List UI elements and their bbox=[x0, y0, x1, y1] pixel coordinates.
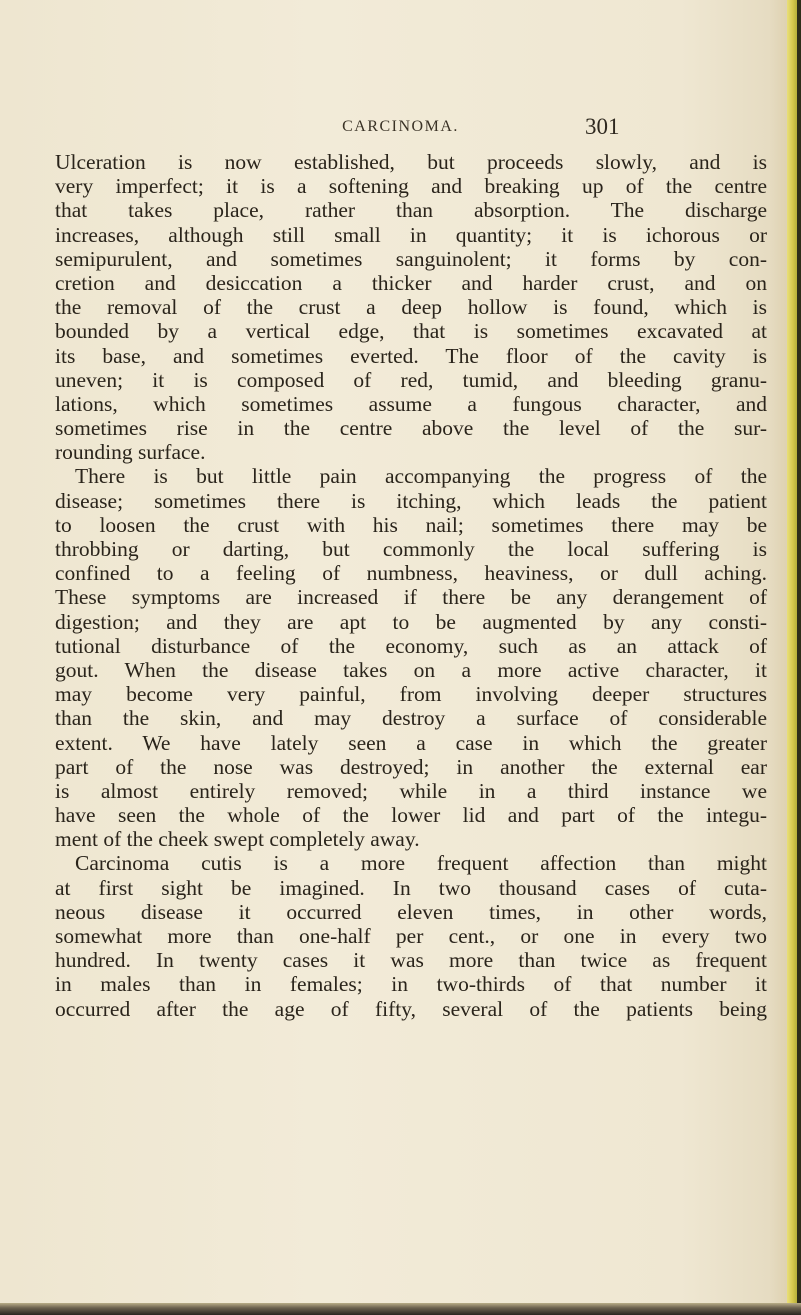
text-line: is almost entirely removed; while in a third instance we bbox=[55, 778, 767, 803]
text-line: bounded by a vertical edge, that is sometimes excavated at bbox=[55, 319, 767, 344]
text-line: extent. We have lately seen a case in which the greater bbox=[55, 730, 767, 755]
text-line: ment of the cheek swept completely away. bbox=[55, 827, 420, 852]
text-line: Ulceration is now established, but proceeds slowly, and is bbox=[55, 150, 767, 174]
text-line: cretion and desiccation a thicker and harder crust, and on bbox=[55, 270, 767, 295]
text-line: confined to a feeling of numbness, heaviness, or dull aching. bbox=[55, 561, 767, 586]
text-line: semipurulent, and sometimes sanguinolent; it forms by con- bbox=[55, 246, 767, 271]
text-line: There is but little pain accompanying the progress of the bbox=[75, 464, 767, 489]
text-line: occurred after the age of fifty, several of the patients being bbox=[55, 996, 767, 1021]
page-header bbox=[0, 114, 801, 144]
text-line: Carcinoma cutis is a more frequent affection than might bbox=[75, 851, 767, 876]
text-line: hundred. In twenty cases it was more than twice as frequent bbox=[55, 948, 767, 973]
text-line: disease; sometimes there is itching, which leads the patient bbox=[55, 488, 767, 513]
text-line: gout. When the disease takes on a more active character, it bbox=[55, 657, 767, 682]
text-line: neous disease it occurred eleven times, in other words, bbox=[55, 899, 767, 924]
text-line: These symptoms are increased if there be any derangement of bbox=[55, 585, 767, 610]
text-line: in males than in females; in two-thirds of that number it bbox=[55, 972, 767, 997]
text-line: at first sight be imagined. In two thousand cases of cuta- bbox=[55, 875, 767, 900]
text-line: the removal of the crust a deep hollow is found, which is bbox=[55, 295, 767, 320]
page-number: 301 bbox=[585, 114, 620, 139]
text-line: sometimes rise in the centre above the level of the sur- bbox=[55, 416, 767, 441]
running-title: CARCINOMA. bbox=[342, 118, 459, 135]
page-bottom-edge bbox=[0, 1303, 801, 1315]
text-line: its base, and sometimes everted. The floor of the cavity is bbox=[55, 343, 767, 368]
text-line: part of the nose was destroyed; in another the external ear bbox=[55, 754, 767, 779]
text-line: may become very painful, from involving deeper structures bbox=[55, 682, 767, 707]
text-line: increases, although still small in quantity; it is ichorous or bbox=[55, 222, 767, 247]
page-edge-shadow bbox=[797, 0, 801, 1315]
text-line: somewhat more than one-half per cent., or one in every two bbox=[55, 924, 767, 948]
text-line: that takes place, rather than absorption. The discharge bbox=[55, 198, 767, 223]
text-line: tutional disturbance of the economy, such as an attack of bbox=[55, 633, 767, 658]
text-line: to loosen the crust with his nail; sometimes there may be bbox=[55, 512, 767, 537]
body-text bbox=[55, 150, 767, 1021]
text-line: lations, which sometimes assume a fungous character, and bbox=[55, 391, 767, 416]
text-line: very imperfect; it is a softening and breaking up of the centre bbox=[55, 174, 767, 199]
text-line: uneven; it is composed of red, tumid, and bleeding granu- bbox=[55, 367, 767, 392]
text-line: digestion; and they are apt to be augmented by any consti- bbox=[55, 609, 767, 634]
text-line: have seen the whole of the lower lid and part of the integu- bbox=[55, 803, 767, 828]
text-line: than the skin, and may destroy a surface of considerable bbox=[55, 706, 767, 731]
text-line: throbbing or darting, but commonly the local suffering is bbox=[55, 537, 767, 561]
text-line: rounding surface. bbox=[55, 440, 206, 465]
